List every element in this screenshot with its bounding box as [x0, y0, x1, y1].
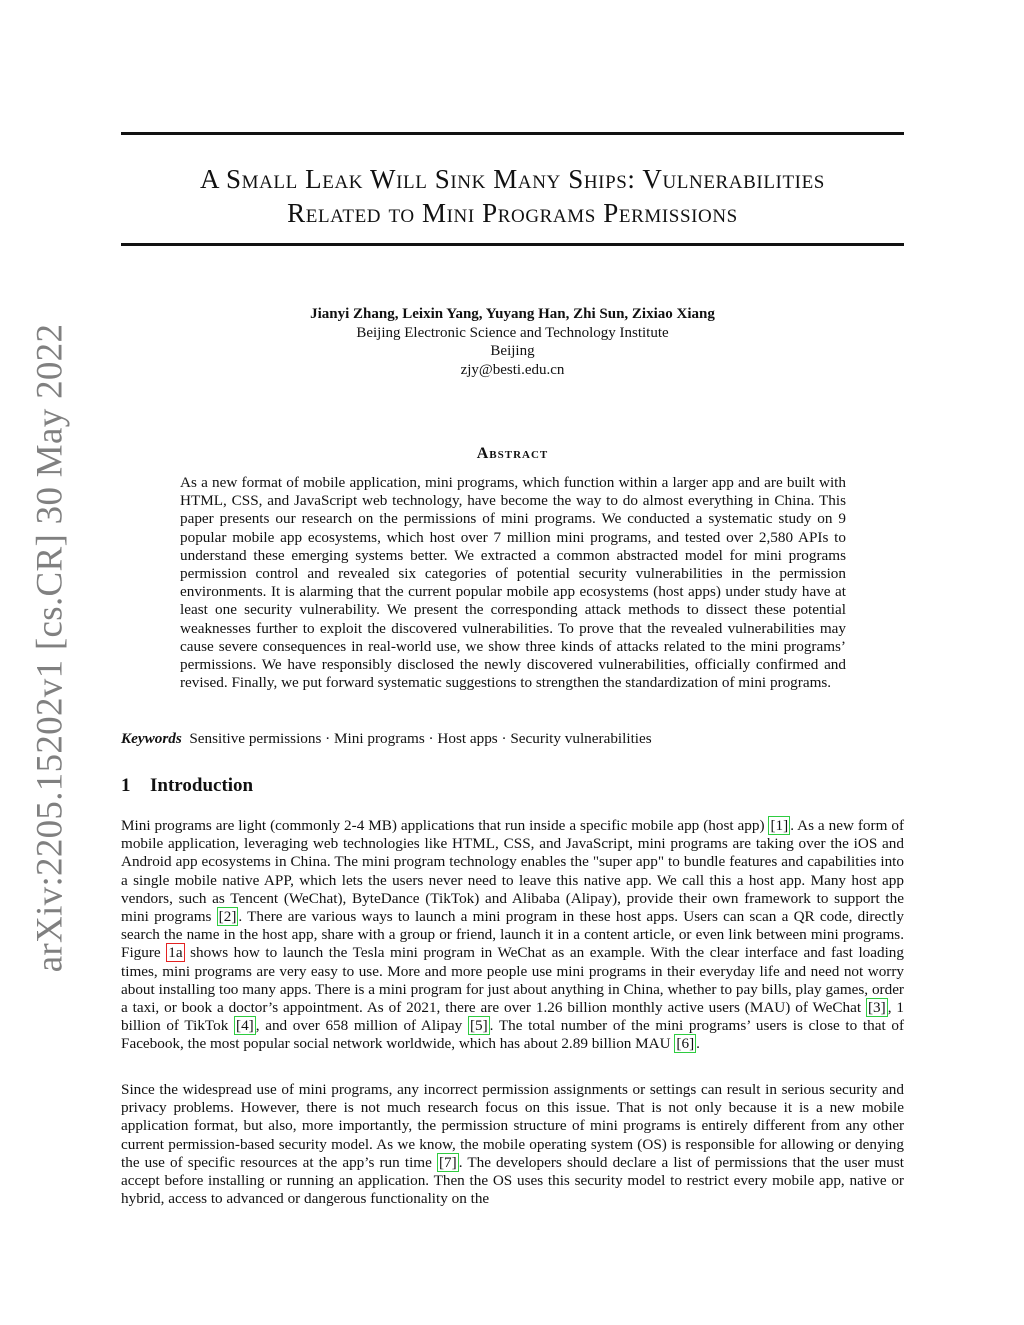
citation-link[interactable]: [3]	[867, 999, 886, 1017]
text-run: . There are various ways to launch a mini program in these host apps. Users can scan a QR code, directly search the name in the host app, share with a group or friend, launch it in a content article, or even link between mini programs. Figure	[121, 908, 904, 962]
author-email: zjy@besti.edu.cn	[460, 361, 565, 378]
text-run: . The total number of the mini programs’ users is close to that of Facebook, the most popular social network worldwide, which has about 2.89 billion MAU	[121, 1017, 904, 1053]
section-number: 1	[121, 775, 131, 796]
citation-link[interactable]: [1]	[770, 817, 789, 834]
abstract-heading: Abstract	[476, 445, 549, 462]
text-run: Mini programs are light (commonly 2-4 MB) applications that run inside a specific mobile app (host app)	[121, 817, 769, 834]
intro-paragraph-1	[121, 817, 904, 1054]
text-run: . The developers should declare a list of permissions that the user must accept before installing or running an application. Then the OS uses this security model to restrict every mobile app, native or hybrid, access to advanced or dangerous functionality on the	[121, 1153, 904, 1208]
section-heading-introduction	[121, 775, 253, 797]
citation-link[interactable]: [2]	[218, 908, 237, 926]
title-line-2: Related to Mini Programs Permissions	[287, 198, 738, 228]
author-names: Jianyi Zhang, Leixin Yang, Yuyang Han, Zhi Sun, Zixiao Xiang	[310, 306, 715, 322]
title-bottom-rule	[121, 243, 904, 246]
citation-link[interactable]: [6]	[676, 1035, 695, 1053]
author-city: Beijing	[490, 343, 535, 359]
text-run: . As a new form of mobile application, leveraging web technologies like HTML, CSS, and JavaScript, mini programs are taking over the iOS and Android app ecosystems in China. The mini program technology enables the "super app" to bundle features and capabilities into a single mobile native APP, which lets the users never need to leave this native app. We call this a host app. Many host app vendors, such as Tencent (WeChat), ByteDance (TikTok) and Alibaba (Alipay), provide their own framework to support the mini programs	[121, 817, 904, 926]
author-block	[121, 305, 904, 379]
keywords-line	[121, 730, 904, 748]
text-run: , and over 658 million of Alipay	[255, 1017, 468, 1035]
text-run: .	[696, 1035, 700, 1053]
keywords-text: Sensitive permissions · Mini programs · Host apps · Security vulnerabilities	[189, 730, 652, 747]
section-title: Introduction	[150, 775, 254, 796]
figure-link[interactable]: 1a	[168, 944, 183, 962]
title-line-1: A Small Leak Will Sink Many Ships: Vulnerabilities	[200, 164, 825, 194]
citation-link[interactable]: [5]	[469, 1017, 488, 1035]
citation-link[interactable]: [7]	[438, 1153, 457, 1171]
citation-link[interactable]: [4]	[236, 1017, 254, 1035]
keywords-label: Keywords	[121, 730, 182, 747]
title-top-rule	[121, 132, 904, 135]
text-run: Since the widespread use of mini programs, any incorrect permission assignments or settings can result in serious security and privacy problems. However, there is not much research focus on this issue. That is not only because it is a new mobile application format, but also, more importantly, the permission structure of mini programs is entirely different from any other current permission-based security model. As we know, the mobile operating system (OS) is responsible for allowing or denying the use of specific resources at the app’s run time	[121, 1081, 904, 1171]
author-affiliation: Beijing Electronic Science and Technology Institute	[356, 324, 669, 341]
paper-title	[121, 162, 904, 230]
text-run: shows how to launch the Tesla mini program in WeChat as an example. With the clear interface and fast loading times, mini programs are very easy to use. More and more people use mini programs in their everyday life and need not worry about installing too many apps. There is a mini program for just about anything in China, whether to pay bills, play games, order a taxi, or book a doctor’s appointment. As of 2021, there are over 1.26 billion monthly active users (MAU) of WeChat	[121, 944, 904, 1017]
arxiv-identifier: arXiv:2205.15202v1 [cs.CR] 30 May 2022	[29, 323, 71, 973]
abstract-body: As a new format of mobile application, mini programs, which function within a larger app and are built with HTML, CSS, and JavaScript web technology, have become the way to do almost everything in China. This paper presents our research on the permissions of mini programs. We conducted a systematic study on 9 popular mobile app ecosystems, which host over 7 million mini programs, and tested over 2,580 APIs to understand these emerging systems better. We extracted a common abstracted model for mini programs permission control and revealed six categories of potential security vulnerabilities in the permission environments. It is alarming that the current popular mobile app ecosystems (host apps) under study have at least one security vulnerability. We present the corresponding attack methods to dissect these potential weaknesses further to exploit the discovered vulnerabilities. To prove that the revealed vulnerabilities may cause severe consequences in real-world use, we show three kinds of attacks related to the mini programs’ permissions. We have responsibly disclosed the newly discovered vulnerabilities, officially confirmed and revised. Finally, we put forward systematic suggestions to strengthen the standardization of mini programs.	[180, 474, 846, 692]
text-run: , 1 billion of TikTok	[121, 999, 905, 1035]
intro-paragraph-2	[121, 1081, 904, 1208]
